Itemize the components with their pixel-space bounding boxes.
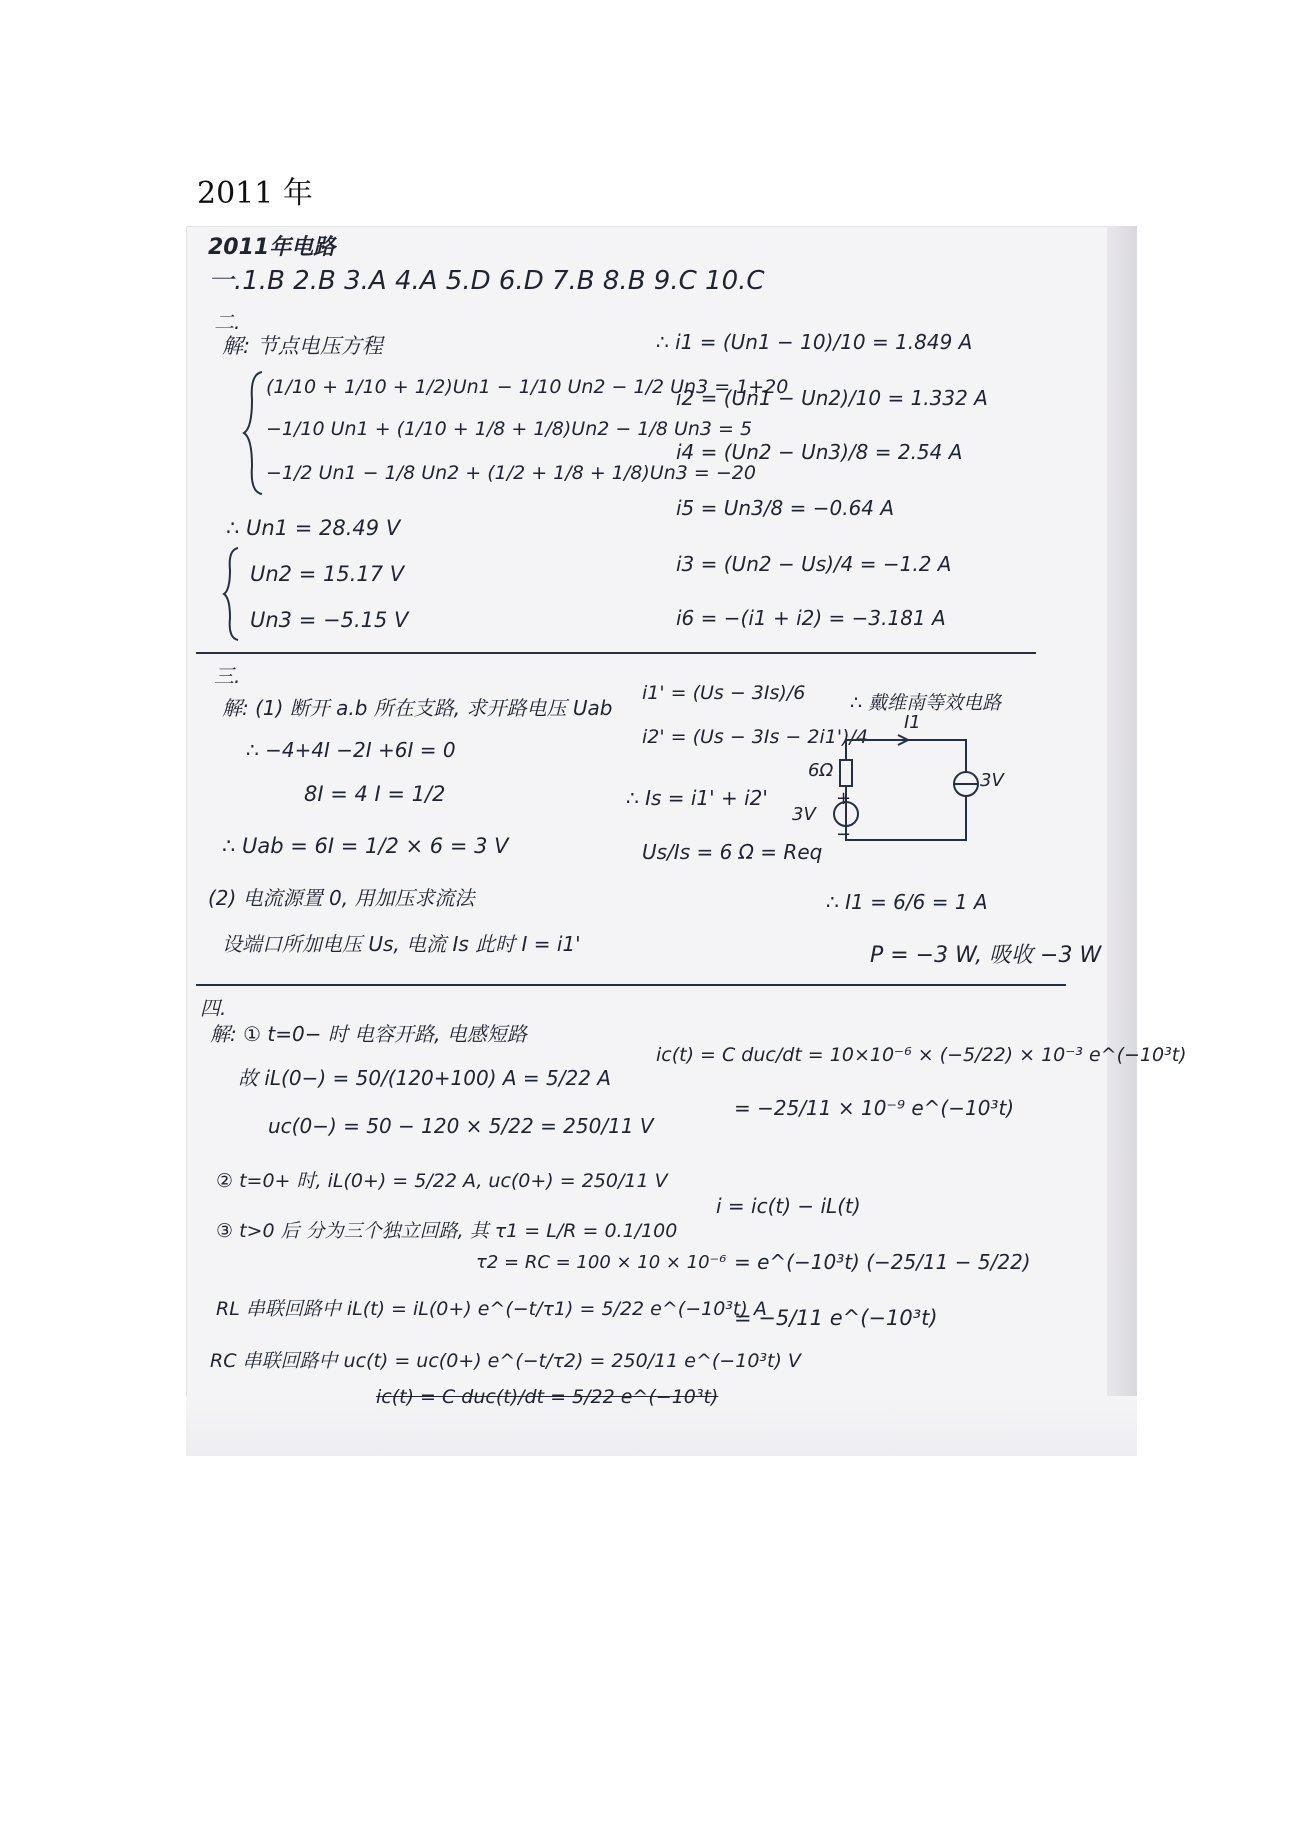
solution-un1: ∴ Un1 = 28.49 V <box>226 516 401 540</box>
solution-un3: Un3 = −5.15 V <box>250 608 409 632</box>
current-i3: i3 = (Un2 − Us)/4 = −1.2 A <box>676 552 952 576</box>
section-divider <box>196 652 1036 654</box>
node-equation-2: −1/10 Un1 + (1/10 + 1/8 + 1/8)Un2 − 1/8 Un3 = 5 <box>266 418 753 440</box>
resistor-icon <box>840 760 852 786</box>
section4-line7: RL 串联回路中 iL(t) = iL(0+) e^(−t/τ1) = 5/22 e^(−10³t) A <box>216 1298 767 1320</box>
section2-marker: 二. <box>214 310 241 334</box>
section3-equation-r3: ∴ Is = i1' + i2' <box>626 786 768 810</box>
section4-i-definition: i = ic(t) − iL(t) <box>716 1194 861 1218</box>
section4-ic-result: = −25/11 × 10⁻⁹ e^(−10³t) <box>734 1096 1015 1120</box>
section3-marker: 三. <box>214 664 241 688</box>
circuit-label-minus: − <box>836 824 852 845</box>
current-i5: i5 = Un3/8 = −0.64 A <box>676 496 895 520</box>
solution-un2: Un2 = 15.17 V <box>250 562 405 586</box>
node-equation-3: −1/2 Un1 − 1/8 Un2 + (1/2 + 1/8 + 1/8)Un3 = −20 <box>266 462 756 484</box>
section3-equation-2: 8I = 4 I = 1/2 <box>304 782 446 806</box>
section4-i-result: = −5/11 e^(−10³t) <box>734 1306 938 1330</box>
section4-struck-line: ic(t) = C duc(t)/dt = 5/22 e^(−10³t) <box>376 1386 719 1408</box>
node-equation-1: (1/10 + 1/10 + 1/2)Un1 − 1/10 Un2 − 1/2 Un3 = 1+20 <box>266 376 789 398</box>
circuit-label-6ohm: 6Ω <box>808 760 834 781</box>
section4-line8: RC 串联回路中 uc(t) = uc(0+) e^(−t/τ2) = 250/11 e^(−10³t) V <box>210 1350 801 1372</box>
equation-brace <box>242 370 266 496</box>
page-heading: 2011 年 <box>197 176 313 211</box>
section3-part1: 解: (1) 断开 a.b 所在支路, 求开路电压 Uab <box>222 696 613 720</box>
section3-equation-1: ∴ −4+4I −2I +6I = 0 <box>246 738 456 762</box>
circuit-label-3v-left: 3V <box>792 804 816 825</box>
section4-ic-expression: ic(t) = C duc/dt = 10×10⁻⁶ × (−5/22) × 10⁻³ e^(−10³t) <box>656 1044 1187 1066</box>
section1-answers: 一.1.B 2.B 3.A 4.A 5.D 6.D 7.B 8.B 9.C 10.C <box>208 266 765 296</box>
section4-line5: ③ t>0 后 分为三个独立回路, 其 τ1 = L/R = 0.1/100 <box>216 1220 678 1242</box>
solution-brace <box>222 546 242 642</box>
section4-line6: τ2 = RC = 100 × 10 × 10⁻⁶ <box>476 1252 727 1273</box>
circuit-label-3v-right: 3V <box>980 770 1004 791</box>
circuit-label-plus: + <box>836 788 852 809</box>
photo-background-edge <box>1107 226 1137 1456</box>
section2-intro: 解: 节点电压方程 <box>222 334 383 358</box>
section4-i-expansion: = e^(−10³t) (−25/11 − 5/22) <box>734 1250 1031 1274</box>
thevenin-circuit-title: ∴ 戴维南等效电路 <box>850 692 1002 714</box>
current-i4: i4 = (Un2 − Un3)/8 = 2.54 A <box>676 440 963 464</box>
section3-part2: (2) 电流源置 0, 用加压求流法 <box>208 886 475 910</box>
section3-equation-r1: i1' = (Us − 3Is)/6 <box>642 682 806 704</box>
handwritten-notes-photo <box>186 226 1187 1456</box>
current-i1: ∴ i1 = (Un1 − 10)/10 = 1.849 A <box>656 330 973 354</box>
section3-i1-result: ∴ I1 = 6/6 = 1 A <box>826 890 988 914</box>
notes-title: 2011年电路 <box>208 235 336 260</box>
section-divider <box>196 984 1066 986</box>
section4-line4: ② t=0+ 时, iL(0+) = 5/22 A, uc(0+) = 250/11 V <box>216 1170 668 1192</box>
section4-line3: uc(0−) = 50 − 120 × 5/22 = 250/11 V <box>268 1114 654 1138</box>
current-i2: i2 = (Un1 − Un2)/10 = 1.332 A <box>676 386 988 410</box>
section4-line1: 解: ① t=0− 时 电容开路, 电感短路 <box>210 1022 527 1046</box>
section3-req: Us/Is = 6 Ω = Req <box>642 840 823 864</box>
section4-marker: 四. <box>200 996 227 1020</box>
section3-part2-setup: 设端口所加电压 Us, 电流 Is 此时 I = i1' <box>222 932 581 956</box>
section3-uab: ∴ Uab = 6I = 1/2 × 6 = 3 V <box>222 834 509 858</box>
section4-line2: 故 iL(0−) = 50/(120+100) A = 5/22 A <box>238 1066 611 1090</box>
section3-power-result: P = −3 W, 吸收 −3 W <box>870 943 1102 968</box>
section3-equation-r2: i2' = (Us − 3Is − 2i1')/4 <box>642 726 868 748</box>
current-i6: i6 = −(i1 + i2) = −3.181 A <box>676 606 946 630</box>
circuit-label-i1: I1 <box>904 712 921 733</box>
